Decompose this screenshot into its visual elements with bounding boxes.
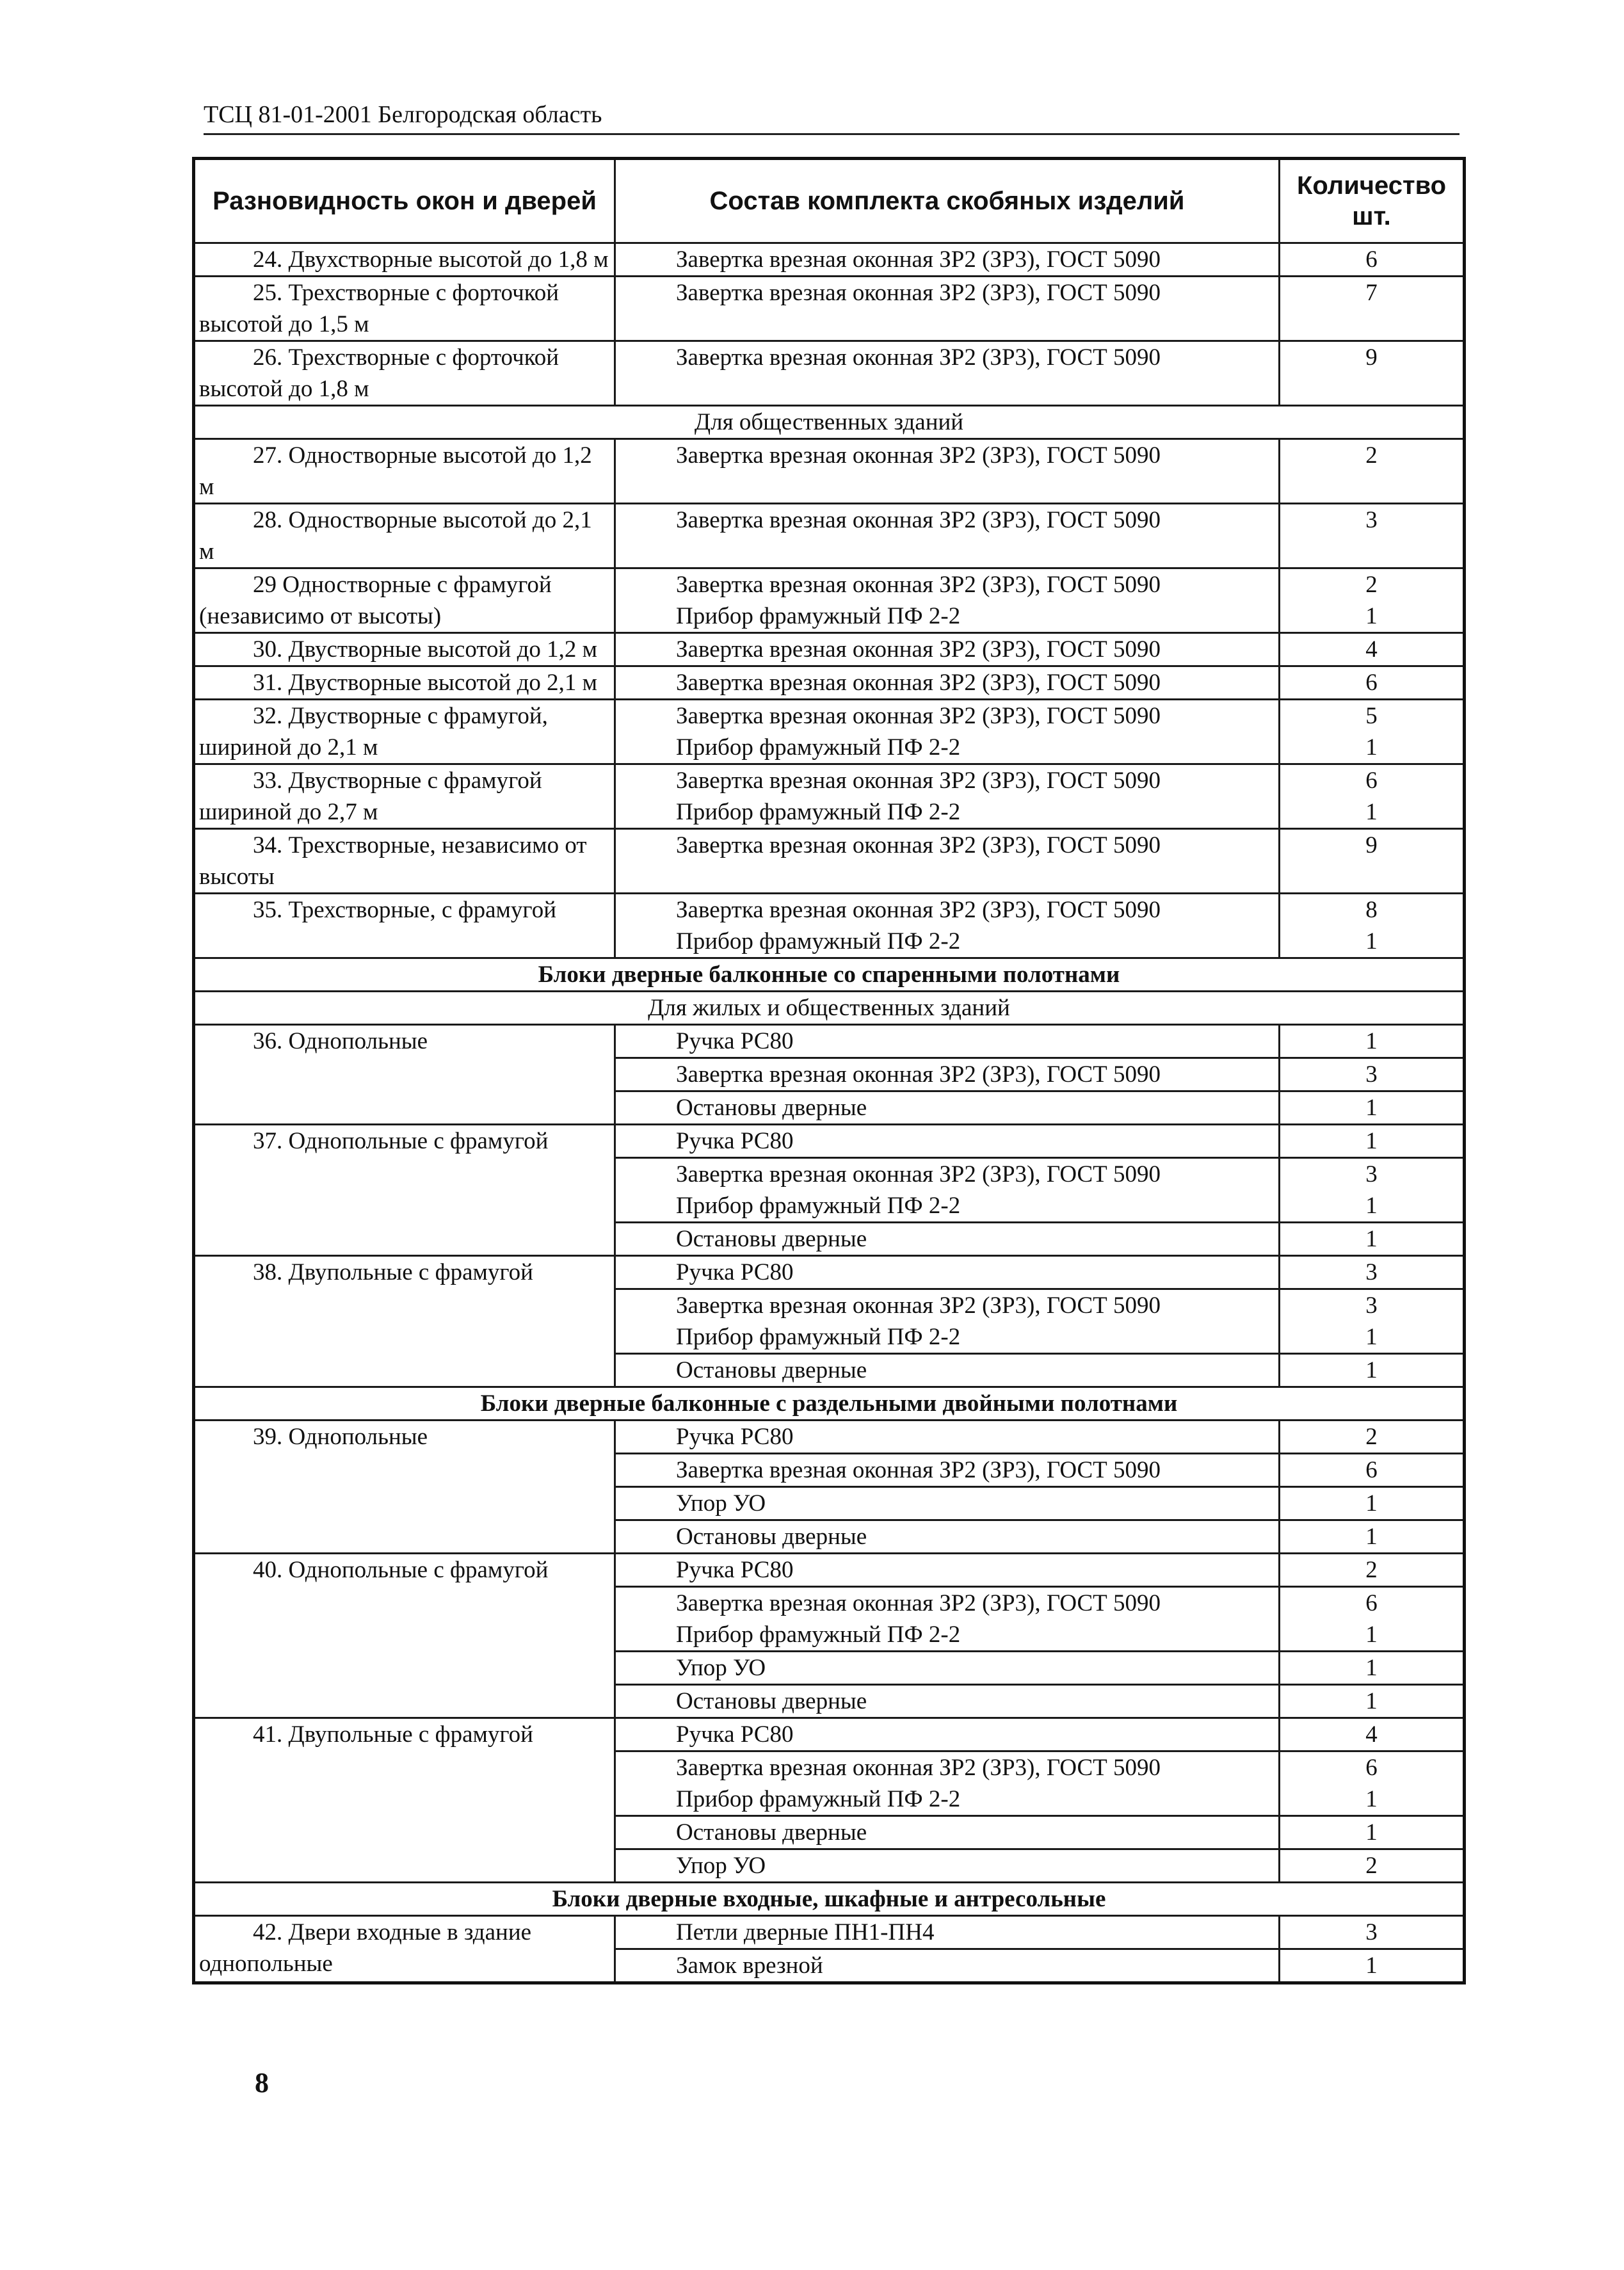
quantity-value: 1 (1365, 1622, 1378, 1648)
hardware-item: Ручка РС80 (676, 1721, 794, 1748)
subsection-heading-row (194, 992, 1465, 1025)
hardware-item: Завертка врезная оконная ЗР2 (ЗР3), ГОСТ 5090 (676, 442, 1161, 469)
window-door-type-label: 31. Двустворные высотой до 2,1 м (253, 670, 598, 696)
hardware-item: Завертка врезная оконная ЗР2 (ЗР3), ГОСТ 5090 (676, 344, 1161, 371)
quantity-value: 1 (1365, 1688, 1378, 1714)
quantity-value: 1 (1365, 1095, 1378, 1121)
window-door-type-cell (194, 894, 615, 958)
quantity-cell (1280, 1949, 1465, 1983)
quantity-value: 1 (1365, 1655, 1378, 1681)
hardware-item: Завертка врезная оконная ЗР2 (ЗР3), ГОСТ 5090 (676, 280, 1161, 306)
hardware-items-cell (615, 1587, 1280, 1652)
hardware-item: Прибор фрамужный ПФ 2-2 (676, 1324, 961, 1350)
table-body (194, 243, 1465, 1983)
hardware-items-cell (615, 633, 1280, 666)
hardware-table (192, 157, 1466, 1984)
quantity-cell (1280, 633, 1465, 666)
window-door-type-label: 24. Двухстворные высотой до 1,8 м (253, 246, 609, 273)
hardware-items-cell (615, 1849, 1280, 1883)
hardware-items-cell (615, 1125, 1280, 1158)
window-door-type-label: 35. Трехстворные, с фрамугой (253, 897, 556, 923)
header-quantity: Количество шт. (1280, 159, 1465, 243)
running-header: ТСЦ 81-01-2001 Белгородская область (204, 96, 1459, 135)
quantity-cell (1280, 1091, 1465, 1125)
hardware-item: Прибор фрамужный ПФ 2-2 (676, 1786, 961, 1812)
window-door-type-label: 25. Трехстворные с форточкой высотой до 1,5 м (199, 280, 559, 337)
window-door-type-cell (194, 568, 615, 633)
window-door-type-label: 38. Двупольные с фрамугой (253, 1259, 533, 1285)
hardware-item: Завертка врезная оконная ЗР2 (ЗР3), ГОСТ 5090 (676, 1457, 1161, 1483)
hardware-item: Остановы дверные (676, 1357, 867, 1383)
table-row (194, 633, 1465, 666)
hardware-item: Замок врезной (676, 1952, 823, 1979)
table-header-row (194, 159, 1465, 243)
quantity-value: 3 (1365, 507, 1378, 533)
hardware-item: Завертка врезная оконная ЗР2 (ЗР3), ГОСТ 5090 (676, 572, 1161, 598)
hardware-item: Прибор фрамужный ПФ 2-2 (676, 1622, 961, 1648)
window-door-type-cell (194, 1554, 615, 1718)
hardware-items-cell (615, 243, 1280, 277)
quantity-cell (1280, 1289, 1465, 1354)
quantity-cell (1280, 1421, 1465, 1454)
window-door-type-label: 41. Двупольные с фрамугой (253, 1721, 533, 1748)
quantity-value: 3 (1365, 1919, 1378, 1945)
hardware-item: Завертка врезная оконная ЗР2 (ЗР3), ГОСТ 5090 (676, 1061, 1161, 1088)
hardware-item: Прибор фрамужный ПФ 2-2 (676, 734, 961, 761)
hardware-items-cell (615, 1289, 1280, 1354)
quantity-value: 9 (1365, 832, 1378, 858)
quantity-value: 3 (1365, 1061, 1378, 1088)
quantity-cell (1280, 1158, 1465, 1223)
hardware-item: Ручка РС80 (676, 1557, 794, 1583)
hardware-item: Остановы дверные (676, 1524, 867, 1550)
quantity-cell (1280, 764, 1465, 829)
subsection-heading-row (194, 406, 1465, 439)
quantity-cell (1280, 1685, 1465, 1718)
quantity-cell (1280, 1354, 1465, 1387)
table-row (194, 666, 1465, 700)
quantity-cell (1280, 1554, 1465, 1587)
window-door-type-cell (194, 666, 615, 700)
hardware-items-cell (615, 1487, 1280, 1520)
quantity-value: 9 (1365, 344, 1378, 371)
hardware-items-cell (615, 1554, 1280, 1587)
quantity-value: 1 (1365, 1490, 1378, 1517)
hardware-items-cell (615, 1354, 1280, 1387)
table-row (194, 700, 1465, 764)
hardware-item: Завертка врезная оконная ЗР2 (ЗР3), ГОСТ 5090 (676, 768, 1161, 794)
quantity-value: 1 (1365, 603, 1378, 629)
hardware-items-cell (615, 1158, 1280, 1223)
hardware-items-cell (615, 1652, 1280, 1685)
hardware-items-cell (615, 1949, 1280, 1983)
quantity-cell (1280, 277, 1465, 341)
hardware-items-cell (615, 1520, 1280, 1554)
window-door-type-cell (194, 700, 615, 764)
hardware-item: Ручка РС80 (676, 1424, 794, 1450)
hardware-items-cell (615, 764, 1280, 829)
quantity-value: 5 (1365, 703, 1378, 729)
quantity-cell (1280, 1058, 1465, 1091)
section-heading-row (194, 1883, 1465, 1916)
table-row (194, 277, 1465, 341)
hardware-items-cell (615, 1685, 1280, 1718)
quantity-cell (1280, 1816, 1465, 1849)
window-door-type-cell (194, 633, 615, 666)
hardware-items-cell (615, 894, 1280, 958)
window-door-type-label: 29 Одностворные с фрамугой (независимо от высоты) (199, 572, 552, 629)
table-row (194, 1554, 1465, 1587)
hardware-items-cell (615, 568, 1280, 633)
quantity-cell (1280, 1025, 1465, 1058)
hardware-item: Завертка врезная оконная ЗР2 (ЗР3), ГОСТ 5090 (676, 507, 1161, 533)
hardware-items-cell (615, 1256, 1280, 1289)
quantity-value: 1 (1365, 734, 1378, 761)
table-row (194, 504, 1465, 568)
table-row (194, 1916, 1465, 1949)
quantity-value: 6 (1365, 670, 1378, 696)
quantity-value: 2 (1365, 1424, 1378, 1450)
quantity-value: 6 (1365, 246, 1378, 273)
quantity-cell (1280, 1718, 1465, 1751)
quantity-cell (1280, 1487, 1465, 1520)
window-door-type-cell (194, 1916, 615, 1983)
table-row (194, 829, 1465, 894)
quantity-cell (1280, 1125, 1465, 1158)
hardware-item: Прибор фрамужный ПФ 2-2 (676, 1193, 961, 1219)
quantity-cell (1280, 894, 1465, 958)
table-row (194, 341, 1465, 406)
quantity-cell (1280, 1256, 1465, 1289)
quantity-cell (1280, 829, 1465, 894)
window-door-type-cell (194, 1125, 615, 1256)
quantity-cell (1280, 1916, 1465, 1949)
table-row (194, 1421, 1465, 1454)
subsection-heading: Для общественных зданий (194, 406, 1465, 439)
hardware-item: Петли дверные ПН1-ПН4 (676, 1919, 935, 1945)
hardware-items-cell (615, 1751, 1280, 1816)
hardware-item: Завертка врезная оконная ЗР2 (ЗР3), ГОСТ 5090 (676, 636, 1161, 663)
quantity-value: 3 (1365, 1292, 1378, 1319)
quantity-value: 1 (1365, 1819, 1378, 1846)
hardware-item: Ручка РС80 (676, 1259, 794, 1285)
quantity-value: 1 (1365, 1324, 1378, 1350)
hardware-item: Прибор фрамужный ПФ 2-2 (676, 928, 961, 954)
quantity-value: 1 (1365, 1128, 1378, 1154)
quantity-value: 4 (1365, 1721, 1378, 1748)
hardware-item: Завертка врезная оконная ЗР2 (ЗР3), ГОСТ 5090 (676, 832, 1161, 858)
quantity-value: 3 (1365, 1161, 1378, 1187)
page-number: 8 (255, 2067, 269, 2098)
window-door-type-label: 33. Двустворные с фрамугой шириной до 2,7 м (199, 768, 542, 825)
hardware-items-cell (615, 1058, 1280, 1091)
quantity-cell (1280, 1223, 1465, 1256)
quantity-value: 2 (1365, 1853, 1378, 1879)
hardware-item: Упор УО (676, 1655, 766, 1681)
window-door-type-label: 27. Одностворные высотой до 1,2 м (199, 442, 592, 500)
quantity-cell (1280, 1751, 1465, 1816)
hardware-item: Упор УО (676, 1490, 766, 1517)
table-row (194, 243, 1465, 277)
hardware-item: Прибор фрамужный ПФ 2-2 (676, 799, 961, 825)
window-door-type-cell (194, 764, 615, 829)
hardware-items-cell (615, 1816, 1280, 1849)
hardware-item: Остановы дверные (676, 1226, 867, 1252)
hardware-item: Завертка врезная оконная ЗР2 (ЗР3), ГОСТ 5090 (676, 1292, 1161, 1319)
hardware-items-cell (615, 1091, 1280, 1125)
table-row (194, 568, 1465, 633)
window-door-type-cell (194, 1718, 615, 1883)
section-heading: Блоки дверные входные, шкафные и антресольные (194, 1883, 1465, 1916)
hardware-items-cell (615, 1916, 1280, 1949)
hardware-items-cell (615, 439, 1280, 504)
quantity-value: 1 (1365, 1524, 1378, 1550)
hardware-item: Завертка врезная оконная ЗР2 (ЗР3), ГОСТ 5090 (676, 1755, 1161, 1781)
quantity-cell (1280, 504, 1465, 568)
section-heading-row (194, 958, 1465, 992)
window-door-type-cell (194, 1025, 615, 1125)
quantity-value: 6 (1365, 1590, 1378, 1616)
section-heading: Блоки дверные балконные со спаренными полотнами (194, 958, 1465, 992)
hardware-item: Завертка врезная оконная ЗР2 (ЗР3), ГОСТ 5090 (676, 670, 1161, 696)
table-row (194, 894, 1465, 958)
quantity-cell (1280, 568, 1465, 633)
hardware-items-cell (615, 277, 1280, 341)
hardware-item: Завертка врезная оконная ЗР2 (ЗР3), ГОСТ 5090 (676, 897, 1161, 923)
quantity-cell (1280, 1454, 1465, 1487)
window-door-type-label: 36. Однопольные (253, 1028, 428, 1054)
hardware-items-cell (615, 1454, 1280, 1487)
hardware-items-cell (615, 1025, 1280, 1058)
window-door-type-cell (194, 341, 615, 406)
quantity-value: 1 (1365, 1786, 1378, 1812)
quantity-value: 1 (1365, 1226, 1378, 1252)
window-door-type-label: 42. Двери входные в здание однопольные (199, 1919, 532, 1977)
quantity-cell (1280, 1652, 1465, 1685)
table-row (194, 764, 1465, 829)
hardware-items-cell (615, 1223, 1280, 1256)
quantity-cell (1280, 1587, 1465, 1652)
hardware-item: Завертка врезная оконная ЗР2 (ЗР3), ГОСТ 5090 (676, 703, 1161, 729)
quantity-value: 1 (1365, 799, 1378, 825)
section-heading: Блоки дверные балконные с раздельными двойными полотнами (194, 1387, 1465, 1421)
table-row (194, 1025, 1465, 1058)
quantity-cell (1280, 1849, 1465, 1883)
window-door-type-label: 40. Однопольные с фрамугой (253, 1557, 549, 1583)
window-door-type-label: 34. Трехстворные, независимо от высоты (199, 832, 587, 890)
table-row (194, 1125, 1465, 1158)
hardware-items-cell (615, 504, 1280, 568)
quantity-value: 2 (1365, 1557, 1378, 1583)
quantity-value: 1 (1365, 1952, 1378, 1979)
quantity-value: 4 (1365, 636, 1378, 663)
hardware-item: Ручка РС80 (676, 1028, 794, 1054)
quantity-value: 6 (1365, 1755, 1378, 1781)
window-door-type-label: 32. Двустворные с фрамугой, шириной до 2,1 м (199, 703, 548, 761)
quantity-value: 2 (1365, 572, 1378, 598)
window-door-type-label: 28. Одностворные высотой до 2,1 м (199, 507, 592, 565)
header-window-door-type: Разновидность окон и дверей (194, 159, 615, 243)
quantity-value: 7 (1365, 280, 1378, 306)
hardware-items-cell (615, 666, 1280, 700)
quantity-value: 6 (1365, 1457, 1378, 1483)
section-heading-row (194, 1387, 1465, 1421)
window-door-type-cell (194, 439, 615, 504)
quantity-cell (1280, 700, 1465, 764)
hardware-item: Остановы дверные (676, 1688, 867, 1714)
hardware-items-cell (615, 341, 1280, 406)
table-row (194, 439, 1465, 504)
window-door-type-cell (194, 277, 615, 341)
hardware-item: Остановы дверные (676, 1819, 867, 1846)
window-door-type-cell (194, 1421, 615, 1554)
quantity-cell (1280, 341, 1465, 406)
hardware-item: Завертка врезная оконная ЗР2 (ЗР3), ГОСТ 5090 (676, 1161, 1161, 1187)
quantity-cell (1280, 1520, 1465, 1554)
window-door-type-label: 37. Однопольные с фрамугой (253, 1128, 549, 1154)
quantity-value: 1 (1365, 1357, 1378, 1383)
hardware-items-cell (615, 1421, 1280, 1454)
hardware-item: Упор УО (676, 1853, 766, 1879)
table-row (194, 1718, 1465, 1751)
window-door-type-label: 39. Однопольные (253, 1424, 428, 1450)
quantity-value: 1 (1365, 1193, 1378, 1219)
hardware-items-cell (615, 700, 1280, 764)
hardware-item: Остановы дверные (676, 1095, 867, 1121)
quantity-cell (1280, 439, 1465, 504)
header-hardware-set: Состав комплекта скобяных изделий (615, 159, 1280, 243)
quantity-value: 8 (1365, 897, 1378, 923)
quantity-value: 1 (1365, 928, 1378, 954)
window-door-type-cell (194, 243, 615, 277)
hardware-items-cell (615, 829, 1280, 894)
quantity-value: 6 (1365, 768, 1378, 794)
quantity-value: 1 (1365, 1028, 1378, 1054)
quantity-value: 3 (1365, 1259, 1378, 1285)
window-door-type-cell (194, 1256, 615, 1387)
window-door-type-cell (194, 829, 615, 894)
subsection-heading: Для жилых и общественных зданий (194, 992, 1465, 1025)
window-door-type-label: 30. Двустворные высотой до 1,2 м (253, 636, 598, 663)
quantity-cell (1280, 666, 1465, 700)
window-door-type-label: 26. Трехстворные с форточкой высотой до 1,8 м (199, 344, 559, 402)
hardware-item: Завертка врезная оконная ЗР2 (ЗР3), ГОСТ 5090 (676, 246, 1161, 273)
window-door-type-cell (194, 504, 615, 568)
quantity-cell (1280, 243, 1465, 277)
hardware-item: Завертка врезная оконная ЗР2 (ЗР3), ГОСТ 5090 (676, 1590, 1161, 1616)
quantity-value: 2 (1365, 442, 1378, 469)
hardware-item: Ручка РС80 (676, 1128, 794, 1154)
table-row (194, 1256, 1465, 1289)
hardware-items-cell (615, 1718, 1280, 1751)
hardware-item: Прибор фрамужный ПФ 2-2 (676, 603, 961, 629)
